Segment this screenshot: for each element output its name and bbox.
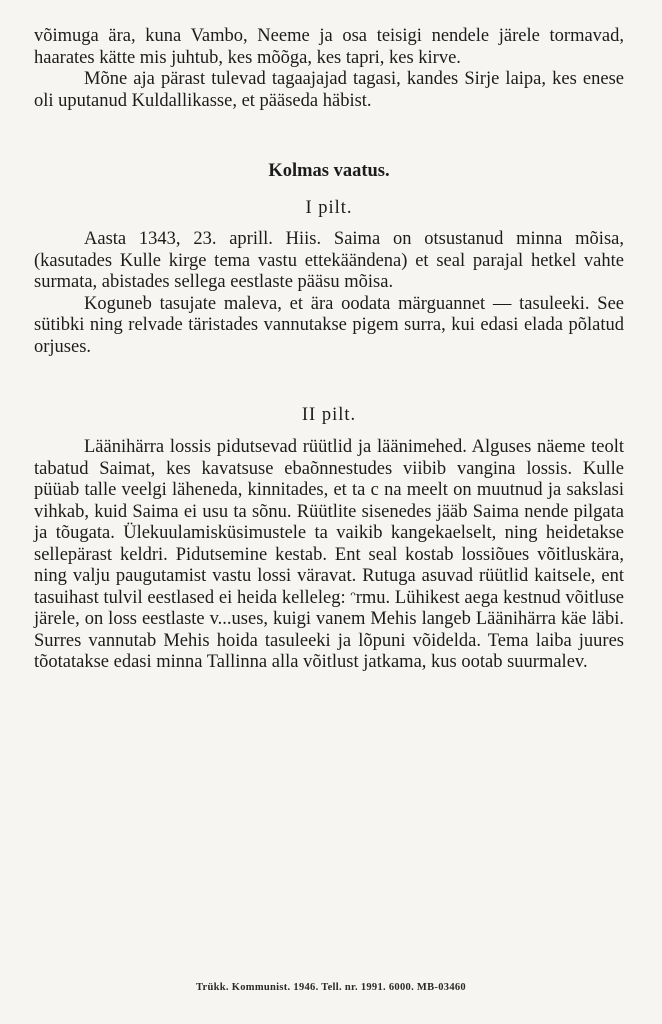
scene-2-section <box>34 437 624 674</box>
act-title: Kolmas vaatus. <box>268 161 390 181</box>
scene-1-paragraph-1: Aasta 1343, 23. aprill. Hiis. Saima on otsustanud minna mõisa, (kasutades Kulle kirge tema vastu ettekäändena) et seal parajal hetkel vahte surmata, abistades sellega eestlaste pääsu mõisa. <box>34 229 624 292</box>
scene-2-title: II pilt. <box>301 405 357 425</box>
intro-paragraph-1: võimuga ära, kuna Vambo, Neeme ja osa teisigi nendele järele tormavad, haarates kätte mis juhtub, kes mõõga, kes tapri, kes kirve. <box>34 26 624 68</box>
intro-paragraph-2: Mõne aja pärast tulevad tagaajajad tagasi, kandes Sirje laipa, kes enese oli uputanud Kuldallikasse, et pääseda häbist. <box>34 69 624 111</box>
scene-1-section <box>34 229 624 358</box>
scene-1-paragraph-2: Koguneb tasujate maleva, et ära oodata märguannet — tasuleeki. See sütibki ning relvade täristades vannutakse pigem surra, kui edasi elada põlatud orjuses. <box>34 293 624 357</box>
scene-2-paragraph-1: Läänihärra lossis pidutsevad rüütlid ja läänimehed. Alguses näeme teolt tabatud Saimat, kes kavatsuse ebaõnnestudes viibib vangina lossis. Kulle püüab talle veelgi läheneda, kinnitades, et ta c na meelt on muutnud ja sakslasi vihkab, kuid Saima ei usu ta sõnu. Rüütlite sisenedes jääb Saima nende pilgata ja tõugata. Ülekuulamisküsimustele ta vaikib kangekaelselt, ning heidetakse sellepärast keldri. Pidutsemine kestab. Ent seal kostab lossiõues võitluskära, ning valju paugutamist vastu lossi väravat. Rutuga asuvad rüütlid kaitsele, ent tasuihast tulvil eestlased ei heida kelleleg: ᵔrmu. Lühikest aega kestnud võitluse järele, on loss eestlaste v...uses, kuigi vanem Mehis langeb Läänihärra käe läbi. Surres vannutab Mehis hoida tasuleeki ja lõpuni võidelda. Tema laiba juures tõotatakse edasi minna Tallinna alla võitlust jatkama, kus ootab suurmalev. <box>34 437 624 672</box>
printer-imprint: Trükk. Kommunist. 1946. Tell. nr. 1991. 6000. MB-03460 <box>196 982 466 993</box>
intro-section <box>34 26 624 112</box>
scene-1-title: I pilt. <box>305 198 353 218</box>
